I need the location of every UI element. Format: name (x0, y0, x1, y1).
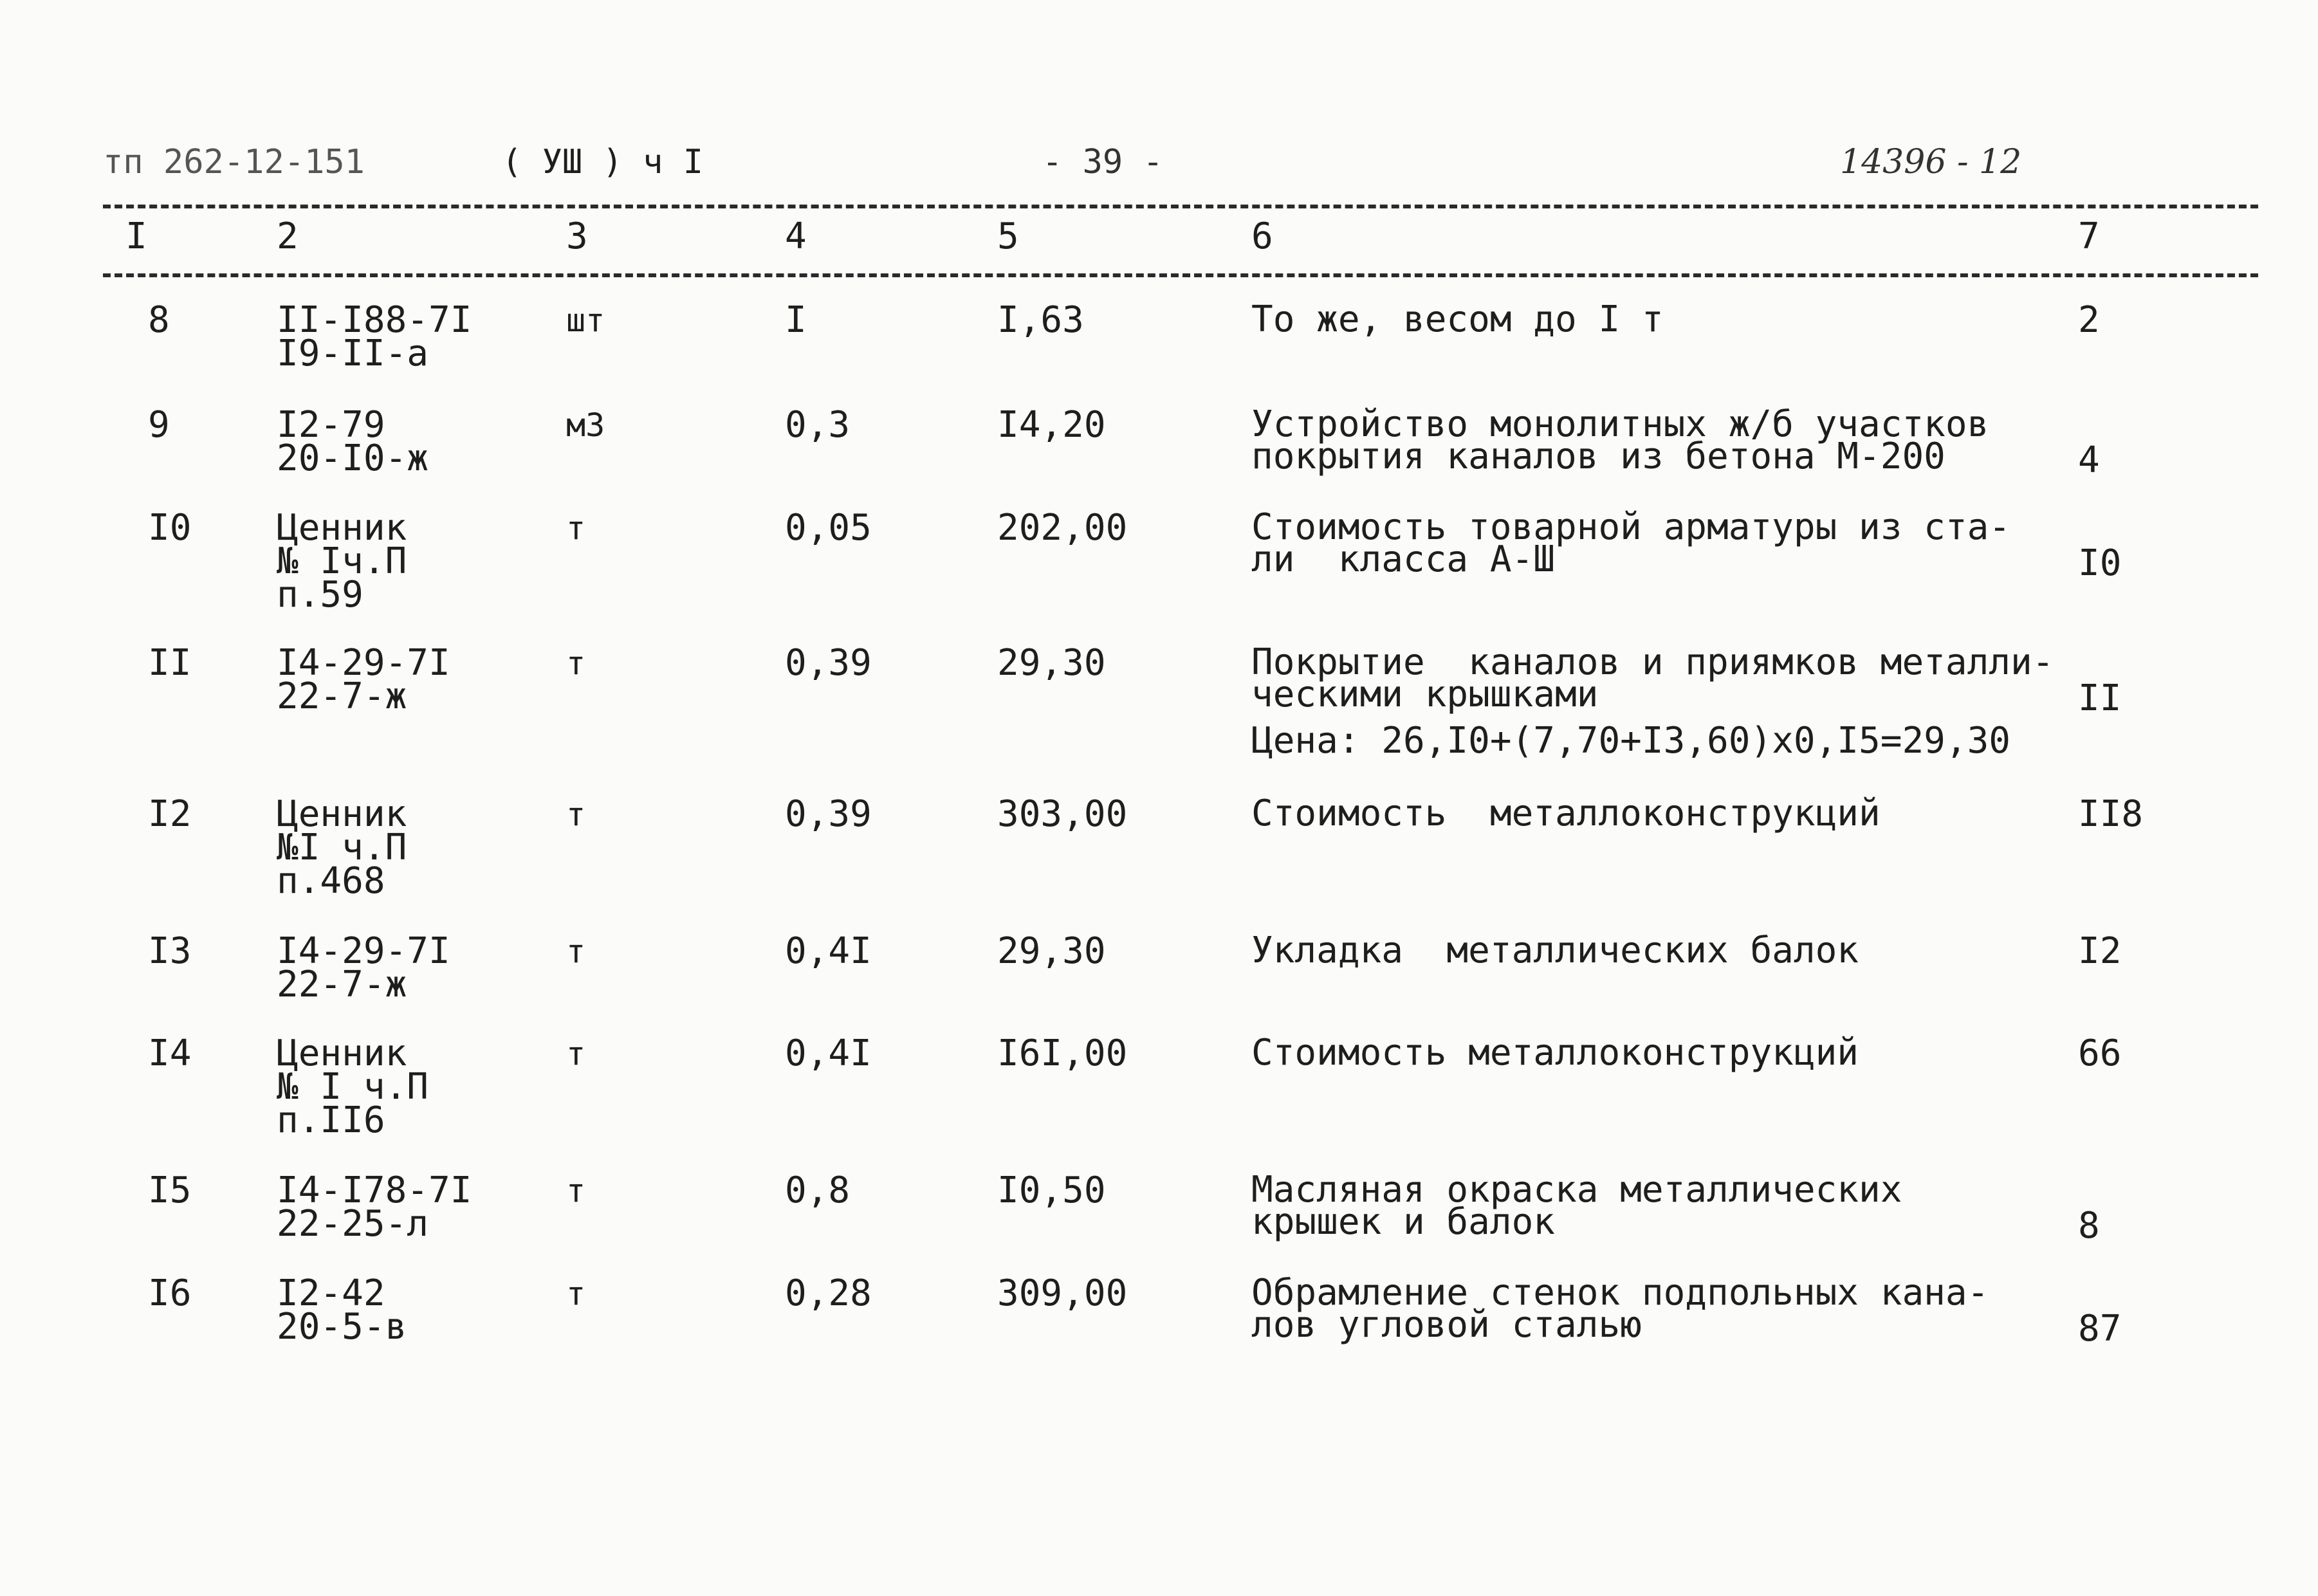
unit-price: I6I,00 (997, 1032, 1128, 1074)
unit: т (566, 933, 586, 970)
column-number-3: 3 (566, 216, 588, 257)
quantity: 0,8 (785, 1169, 851, 1211)
norm-code: II-I88-7I I9-II-a (277, 299, 472, 374)
work-description: Стоимость металлоконструкций (1251, 793, 1881, 834)
unit: т (566, 509, 586, 547)
total-cost: 4 (2078, 439, 2100, 481)
norm-code: Ценник № I ч.П п.II6 (277, 1032, 429, 1141)
total-cost: II (2078, 677, 2122, 719)
row-number: I2 (148, 793, 192, 835)
column-number-6: 6 (1251, 216, 1273, 257)
price-note: Цена: 26,I0+(7,70+I3,60)x0,I5=29,30 (1251, 720, 2011, 762)
total-cost: I0 (2078, 542, 2122, 584)
column-number-5: 5 (997, 216, 1019, 257)
unit: т (566, 645, 586, 682)
total-cost: 2 (2078, 299, 2100, 341)
work-description: Укладка металлических балок (1251, 930, 1859, 971)
header-top-rule (103, 205, 2258, 208)
unit-price: I4,20 (997, 404, 1106, 446)
work-description: Масляная окраска металлических крышек и балок (1251, 1169, 1902, 1243)
project-code: тп 262-12-151 (103, 143, 365, 181)
total-cost: I2 (2078, 930, 2122, 972)
row-number: 9 (148, 404, 170, 446)
total-cost: 8 (2078, 1205, 2100, 1247)
unit: т (566, 796, 586, 833)
unit: т (566, 1035, 586, 1072)
row-number: 8 (148, 299, 170, 341)
column-number-2: 2 (277, 216, 299, 257)
header-bottom-rule (103, 273, 2258, 277)
unit-price: 303,00 (997, 793, 1128, 835)
unit-price: I,63 (997, 299, 1084, 341)
unit: шт (566, 302, 605, 339)
total-cost: 66 (2078, 1032, 2122, 1074)
work-description: Обрамление стенок подпольных кана- лов угловой сталью (1251, 1272, 1989, 1346)
volume-label: ( УШ ) ч I (502, 143, 704, 181)
quantity: I (785, 299, 807, 341)
norm-code: I2-79 20-I0-ж (277, 404, 429, 479)
work-description: То же, весом до I т (1251, 298, 1664, 340)
quantity: 0,4I (785, 930, 872, 972)
quantity: 0,4I (785, 1032, 872, 1074)
unit: т (566, 1275, 586, 1312)
quantity: 0,05 (785, 507, 872, 549)
unit-price: 202,00 (997, 507, 1128, 549)
norm-code: I4-I78-7I 22-25-л (277, 1169, 472, 1245)
quantity: 0,39 (785, 793, 872, 835)
work-description: Покрытие каналов и приямков металли- ческими крышками Цена: 26,I0+(7,70+I3,60)x0,I5=29,30 (1251, 641, 2054, 762)
unit: м3 (566, 407, 605, 444)
total-cost: 87 (2078, 1308, 2122, 1350)
unit-price: I0,50 (997, 1169, 1106, 1211)
row-number: I6 (148, 1272, 192, 1314)
norm-code: I2-42 20-5-в (277, 1272, 407, 1348)
unit-price: 29,30 (997, 930, 1106, 972)
row-number: I3 (148, 930, 192, 972)
total-cost: II8 (2078, 793, 2144, 835)
column-number-4: 4 (785, 216, 807, 257)
norm-code: Ценник №I ч.П п.468 (277, 793, 407, 902)
document-number: 14396 - 12 (1840, 143, 2022, 181)
work-description: Устройство монолитных ж/б участков покрытия каналов из бетона М-200 (1251, 403, 1989, 477)
page-number: - 39 - (1042, 143, 1163, 181)
quantity: 0,28 (785, 1272, 872, 1314)
unit: т (566, 1172, 586, 1209)
unit-price: 309,00 (997, 1272, 1128, 1314)
norm-code: Ценник № Iч.П п.59 (277, 507, 407, 616)
row-number: I5 (148, 1169, 192, 1211)
row-number: I0 (148, 507, 192, 549)
column-number-7: 7 (2078, 216, 2100, 257)
row-number: II (148, 642, 192, 684)
unit-price: 29,30 (997, 642, 1106, 684)
norm-code: I4-29-7I 22-7-ж (277, 642, 450, 717)
row-number: I4 (148, 1032, 192, 1074)
work-description: Стоимость товарной арматуры из ста- ли класса А-Ш (1251, 506, 2011, 580)
column-number-1: I (125, 216, 147, 257)
quantity: 0,3 (785, 404, 851, 446)
work-description: Стоимость металлоконструкций (1251, 1032, 1859, 1074)
norm-code: I4-29-7I 22-7-ж (277, 930, 450, 1005)
quantity: 0,39 (785, 642, 872, 684)
